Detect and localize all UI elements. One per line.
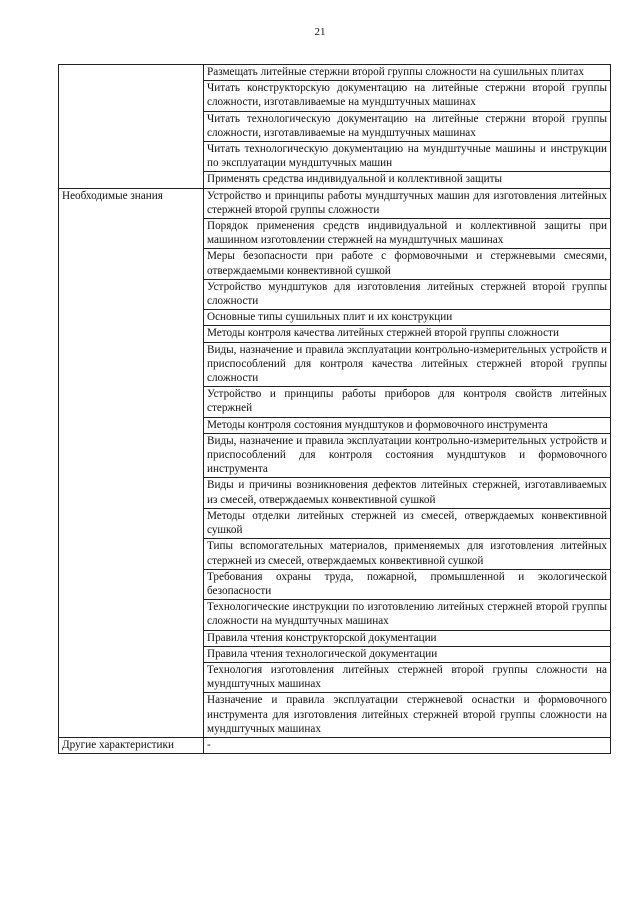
list-item: Требования охраны труда, пожарной, промышленной и экологической безопасности (204, 570, 610, 600)
item-list (207, 65, 607, 188)
list-item: Читать конструкторскую документацию на литейные стержни второй группы сложности, изготавливаемые на мундштучных машинах (204, 81, 610, 111)
page-number: 21 (314, 26, 326, 38)
list-item: Виды и причины возникновения дефектов литейных стержней, изготавливаемых из смесей, отверждаемых конвективной сушкой (204, 478, 610, 508)
list-item: Виды, назначение и правила эксплуатации контрольно-измерительных устройств и приспособлений для контроля качества литейных стержней второй группы сложности (204, 343, 610, 388)
list-item: Правила чтения технологической документации (204, 647, 610, 663)
list-item: Методы контроля качества литейных стержней второй группы сложности (204, 326, 610, 342)
list-item: Устройство и принципы работы мундштучных машин для изготовления литейных стержней второй группы сложности (204, 189, 610, 219)
list-item: Виды, назначение и правила эксплуатации контрольно-измерительных устройств и приспособлений для контроля состояния мундштуков и формовочного инструмента (204, 434, 610, 479)
section-content (204, 188, 611, 737)
requirements-table (58, 64, 611, 754)
table-row (59, 65, 611, 189)
list-item: Читать технологическую документацию на мундштучные машины и инструкции по эксплуатации мундштучных машин (204, 142, 610, 172)
section-content (204, 737, 611, 753)
list-item: Порядок применения средств индивидуальной и коллективной защиты при машинном изготовлении стержней на мундштучных машинах (204, 219, 610, 249)
section-content (204, 65, 611, 189)
list-item: Назначение и правила эксплуатации стержневой оснастки и формовочного инструмента для изготовления литейных стержней второй группы сложности на мундштучных машинах (207, 694, 607, 735)
list-item: Правила чтения конструкторской документации (204, 631, 610, 647)
list-item: Типы вспомогательных материалов, применяемых для изготовления литейных стержней из смесей, отверждаемых конвективной сушкой (204, 539, 610, 569)
section-label: Необходимые знания (59, 188, 204, 737)
list-item: Основные типы сушильных плит и их конструкции (204, 310, 610, 326)
list-item: Читать технологическую документацию на литейные стержни второй группы сложности, изготавливаемые на мундштучных машинах (204, 112, 610, 142)
list-item: Размещать литейные стержни второй группы сложности на сушильных плитах (204, 65, 610, 81)
list-item: Технология изготовления литейных стержней второй группы сложности на мундштучных машинах (204, 663, 610, 693)
section-label: Другие характеристики (59, 737, 204, 753)
list-item: Устройство и принципы работы приборов для контроля свойств литейных стержней (204, 387, 610, 417)
list-item: Технологические инструкции по изготовлению литейных стержней второй группы сложности на мундштучных машинах (204, 600, 610, 630)
table-row (59, 188, 611, 737)
list-item: Меры безопасности при работе с формовочными и стержневыми смесями, отверждаемыми конвективной сушкой (204, 249, 610, 279)
list-item: Применять средства индивидуальной и коллективной защиты (207, 173, 503, 186)
list-item: Устройство мундштуков для изготовления литейных стержней второй группы сложности (204, 280, 610, 310)
list-item: Методы контроля состояния мундштуков и формовочного инструмента (204, 418, 610, 434)
item-list (207, 738, 607, 753)
section-label (59, 65, 204, 189)
item-list (207, 189, 607, 737)
table-row (59, 737, 611, 753)
list-item: - (207, 738, 211, 751)
list-item: Методы отделки литейных стержней из смесей, отверждаемых конвективной сушкой (204, 509, 610, 539)
